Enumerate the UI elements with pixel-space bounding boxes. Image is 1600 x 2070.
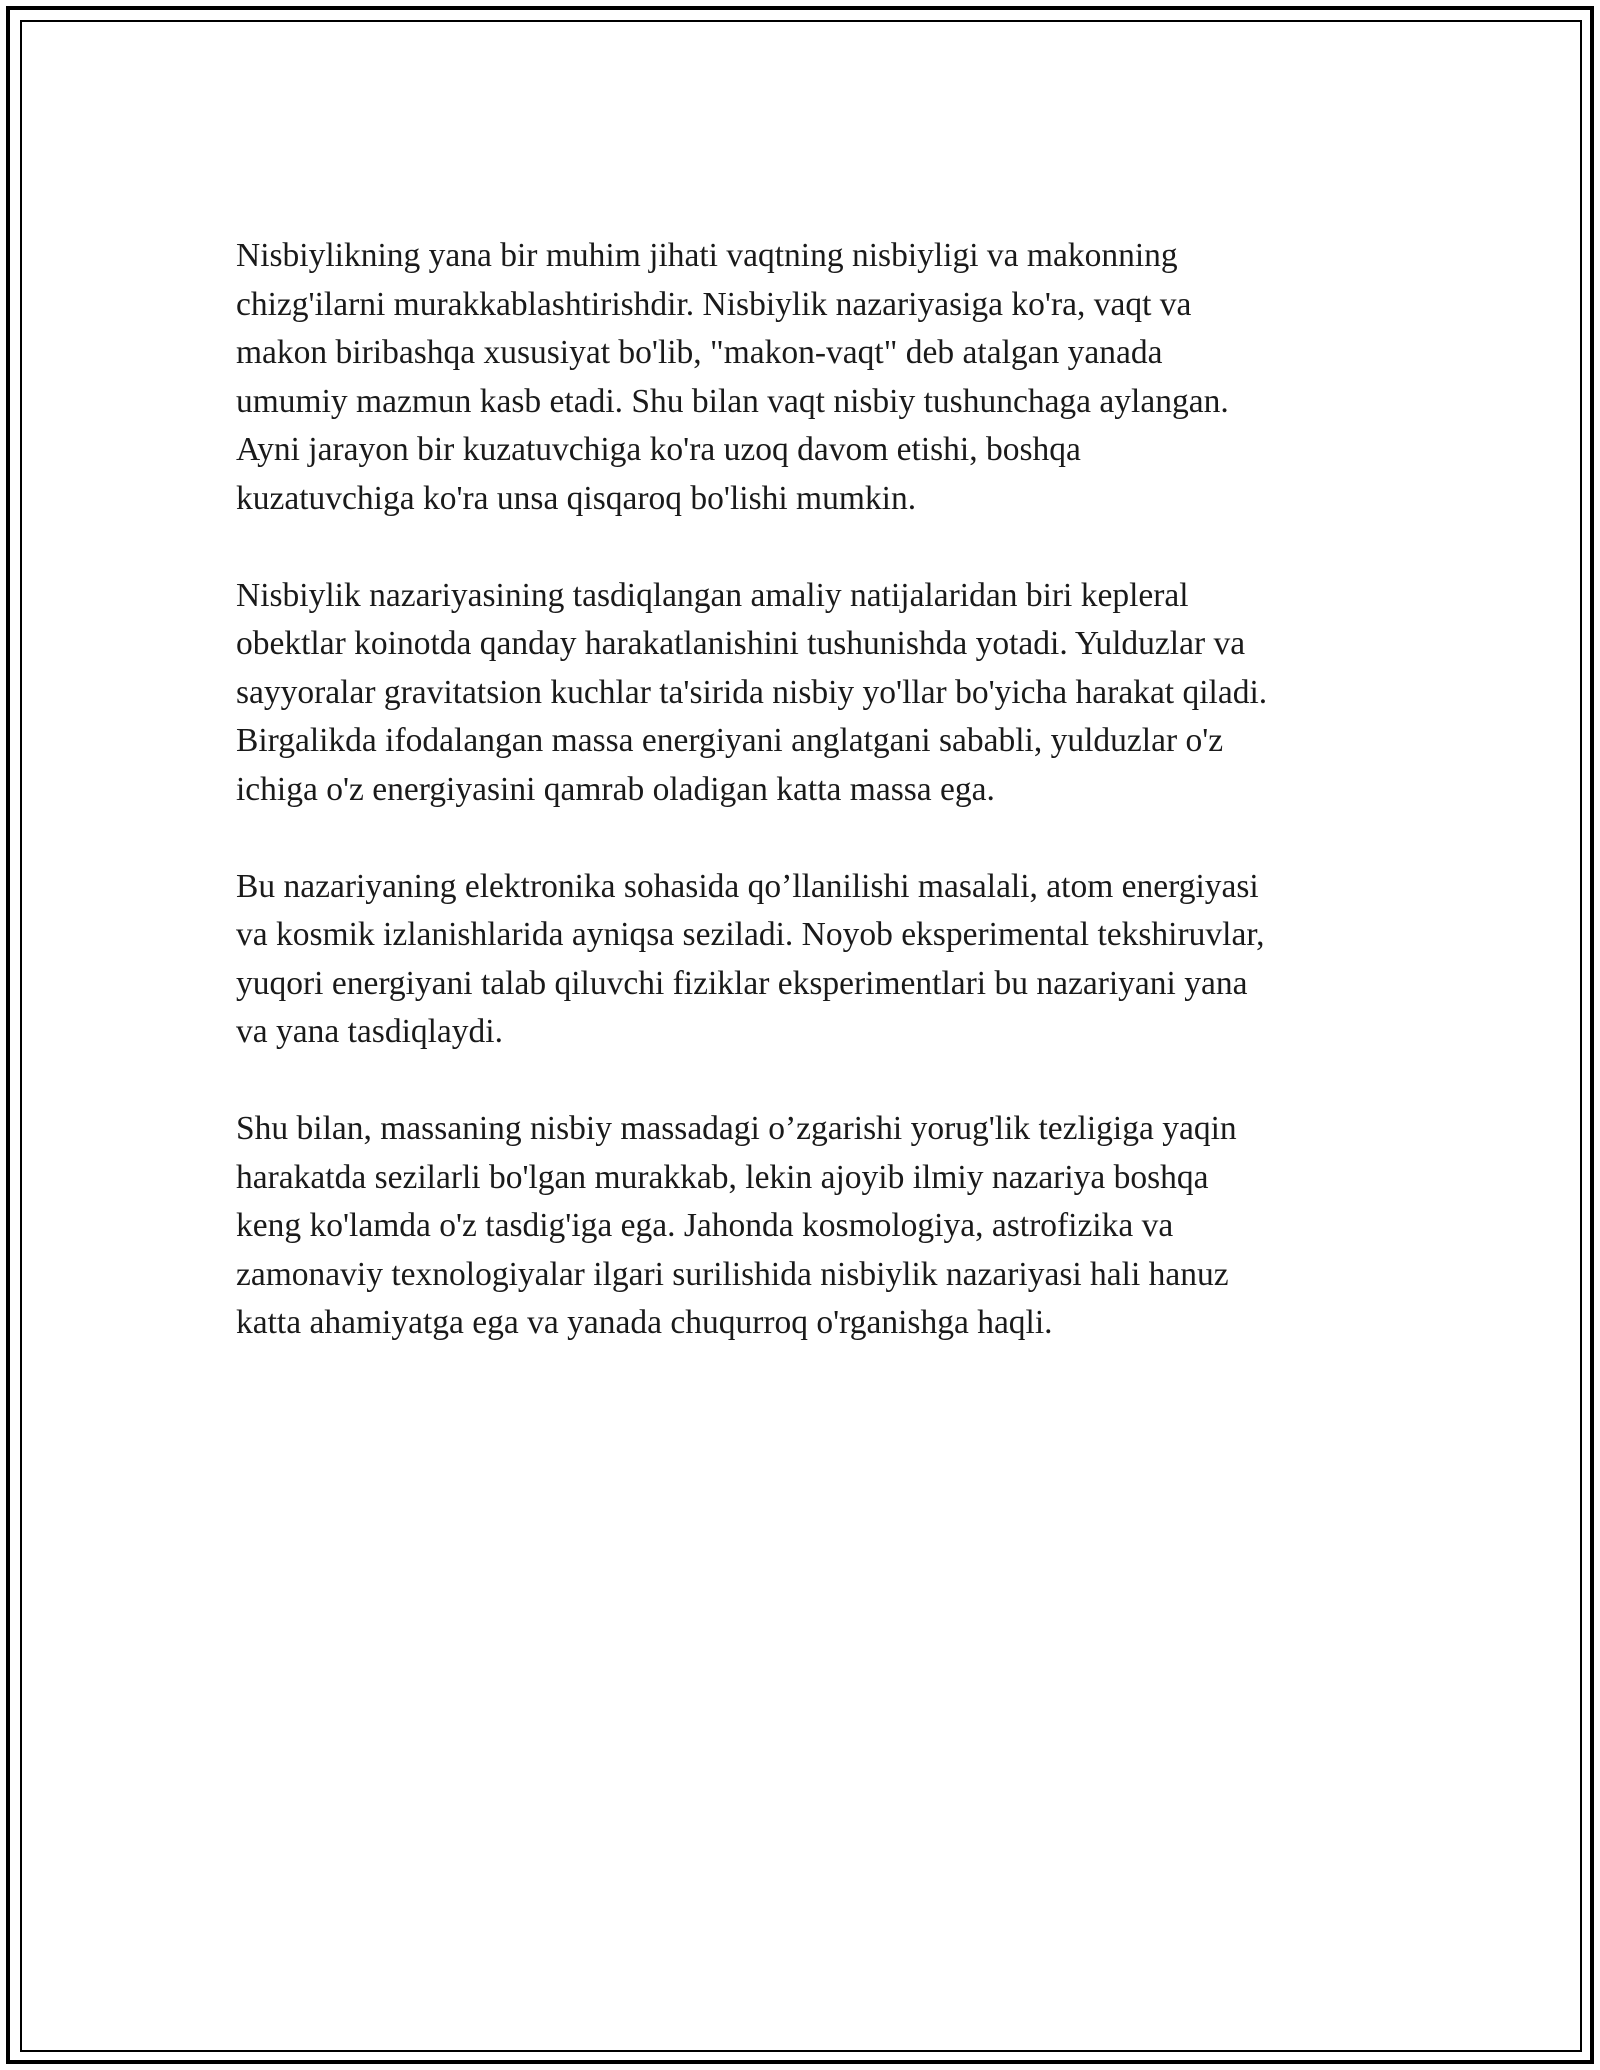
paragraph-4: Shu bilan, massaning nisbiy massadagi o’zgarishi yorug'lik tezligiga yaqin harakatda sezilarli bo'lgan murakkab, lekin ajoyib ilmiy nazariya boshqa keng ko'lamda o'z tasdig'iga ega. Jahonda kosmologiya, astrofizika va zamonaviy texnologiyalar ilgari surilishida nisbiylik nazariyasi hali hanuz katta ahamiyatga ega va yanada chuqurroq o'rganishga haqli. <box>236 1110 1237 1341</box>
paragraph-2: Nisbiylik nazariyasining tasdiqlangan amaliy natijalaridan biri kepleral obektlar koinotda qanday harakatlanishini tushunishda yotadi. Yulduzlar va sayyoralar gravitatsion kuchlar ta'sirida nisbiy yo'llar bo'yicha harakat qiladi. Birgalikda ifodalangan massa energiyani anglatgani sababli, yulduzlar o'z ichiga o'z energiyasini qamrab oladigan katta massa ega. <box>236 576 1268 808</box>
document-body <box>236 232 1386 1396</box>
paragraph-3: Bu nazariyaning elektronika sohasida qo’llanilishi masalali, atom energiyasi va kosmik izlanishlarida ayniqsa seziladi. Noyob eksperimental tekshiruvlar, yuqori energiyani talab qiluvchi fiziklar eksperimentlari bu nazariyani yana va yana tasdiqlaydi. <box>236 867 1265 1050</box>
paragraph-1: Nisbiylikning yana bir muhim jihati vaqtning nisbiyligi va makonning chizg'ilarni murakkablashtirishdir. Nisbiylik nazariyasiga ko'ra, vaqt va makon biribashqa xususiyat bo'lib, "makon-vaqt" deb atalgan yanada umumiy mazmun kasb etadi. Shu bilan vaqt nisbiy tushunchaga aylangan. Ayni jarayon bir kuzatuvchiga ko'ra uzoq davom etishi, boshqa kuzatuvchiga ko'ra unsa qisqaroq bo'lishi mumkin. <box>236 237 1229 517</box>
